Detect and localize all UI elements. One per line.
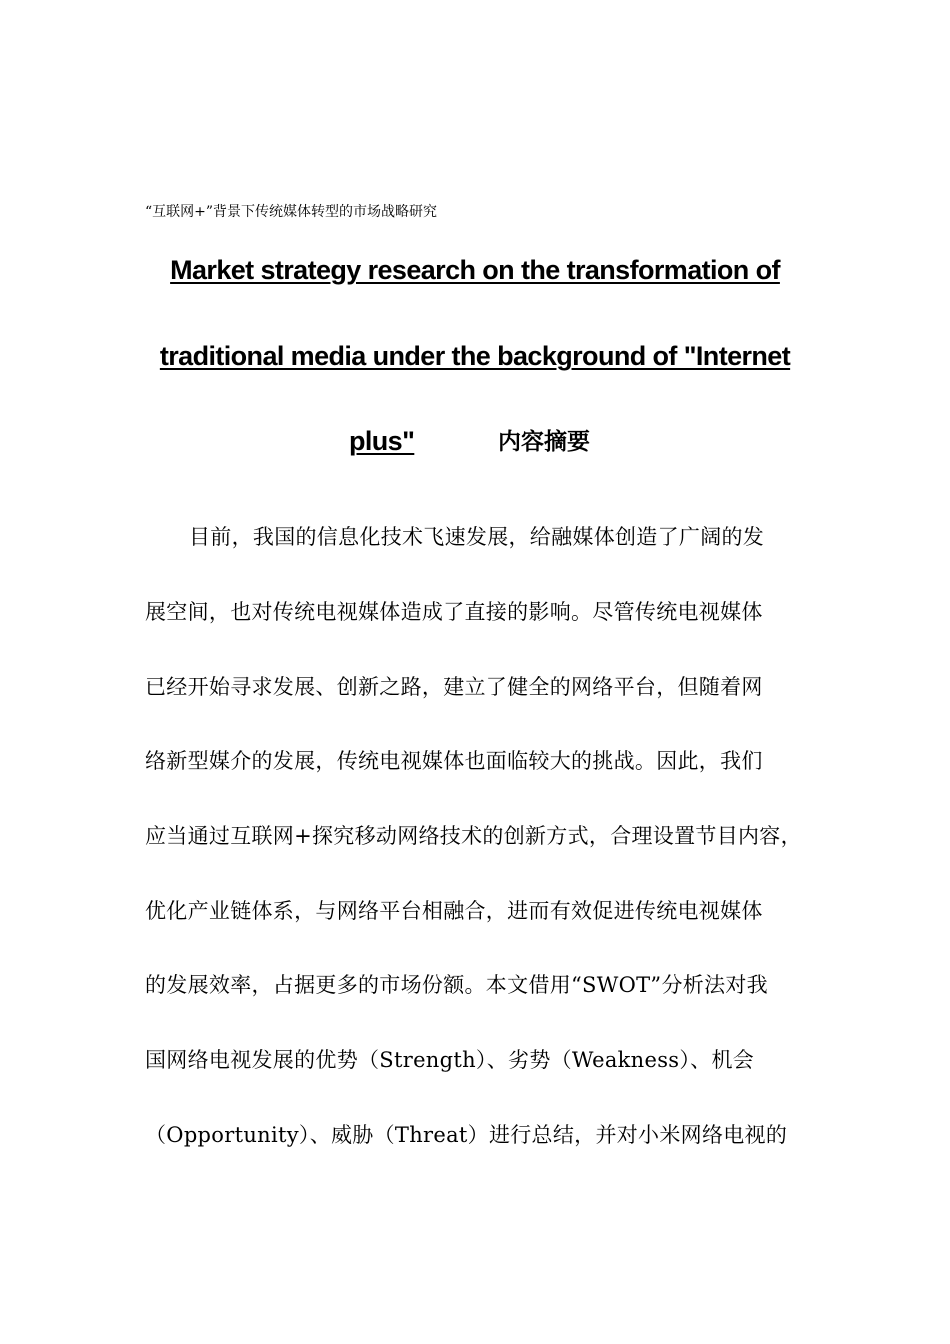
paragraph-line: 已经开始寻求发展、创新之路，建立了健全的网络平台，但随着网 [145, 675, 763, 699]
paragraph-line: 优化产业链体系，与网络平台相融合，进而有效促进传统电视媒体 [145, 899, 763, 923]
chinese-subtitle: “互联网+”背景下传统媒体转型的市场战略研究 [145, 204, 438, 220]
paragraph-line: 国网络电视发展的优势（Strength）、劣势（Weakness）、机会 [145, 1048, 755, 1072]
english-title-line-2 [0, 340, 950, 372]
title-text: plus" [349, 426, 415, 456]
english-title-line-1 [0, 254, 950, 286]
paragraph-line: 展空间，也对传统电视媒体造成了直接的影响。尽管传统电视媒体 [145, 600, 763, 624]
paragraph-line: 应当通过互联网+探究移动网络技术的创新方式，合理设置节目内容， [145, 824, 802, 848]
title-text: traditional media under the background of "Internet [159, 341, 791, 371]
title-text: Market strategy research on the transformation of [170, 255, 780, 285]
paragraph-line: （Opportunity）、威胁（Threat）进行总结，并对小米网络电视的 [145, 1123, 788, 1147]
paragraph-line: 目前，我国的信息化技术飞速发展，给融媒体创造了广阔的发 [189, 525, 765, 549]
english-title-line-3 [349, 425, 414, 457]
abstract-heading: 内容摘要 [498, 429, 590, 455]
paragraph-line: 的发展效率，占据更多的市场份额。本文借用“SWOT”分析法对我 [145, 973, 768, 997]
paragraph-line: 络新型媒介的发展，传统电视媒体也面临较大的挑战。因此，我们 [145, 749, 763, 773]
